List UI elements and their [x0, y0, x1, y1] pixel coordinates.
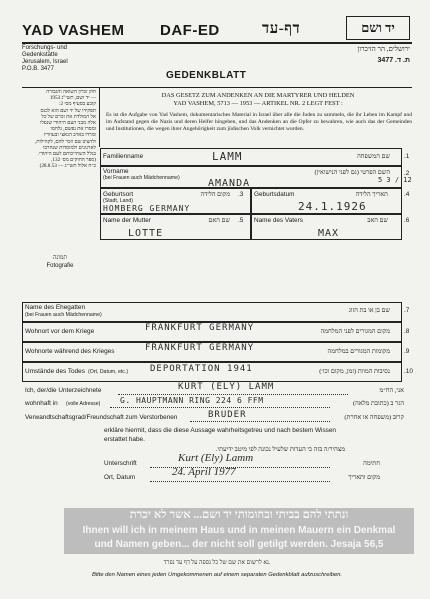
- vorname-label: Vorname: [103, 168, 129, 175]
- mutter-value[interactable]: LOTTE: [128, 228, 164, 239]
- wohnorte-waehrend-value[interactable]: FRANKFURT GERMANY: [145, 343, 255, 353]
- footer-hebrew: נא לרשום את שם של כל נספה על דף עד נפרד.: [163, 560, 271, 566]
- wohnhaft-label: wohnhaft in: [25, 400, 58, 407]
- wohnorte-waehrend-label: Wohnorte während des Krieges: [25, 348, 115, 355]
- geburtsort-label: Geburtsort: [103, 191, 134, 198]
- wohnhaft-hebrew: הגר ב (כתובת מלאה): [353, 400, 404, 407]
- wohnhaft-value[interactable]: G. HAUPTMANN RING 224 6 FFM: [120, 396, 264, 405]
- field-9-num: .9: [404, 348, 410, 355]
- erklaere-hebrew: מצהיר/ה בזה כי העדות שלעיל נכונה לפי מיטב ידיעתי.: [215, 446, 345, 453]
- wohnort-vor-hebrew: מקום המגורים לפני המלחמה: [320, 328, 390, 335]
- field-10-num: .10: [404, 368, 413, 375]
- photo-label-hebrew: תמונה: [52, 255, 68, 261]
- field-2-num: .2: [404, 170, 410, 177]
- mutter-hebrew: שם האם: [208, 217, 230, 224]
- law-body: Es ist die Aufgabe von Yad Vashem, dokumentarisches Material in Israel über alle die Juden zu sammeln, die ihr Leben im Kampf und im Aufstand gegen die Nazis und deren Helfer hingeben, und das Andenken an die Opfer zu bewahren, wie auch das der Gemeinden und Institutionen, die wegen ihrer Angehörigkeit zum jüdischen Volk vernichtet wurden.: [106, 112, 412, 132]
- ich-value[interactable]: KURT (ELY) LAMM: [178, 382, 275, 392]
- erklaere-text: erkläre hiermit, dass die diese Aussage wahrheitsgetreu und nach bestem Wissen erstattet habe.: [104, 427, 336, 443]
- vater-hebrew: שם האב: [367, 217, 388, 224]
- margin-handwriting: 5 3 / 12: [378, 176, 412, 184]
- unterschrift-label: Unterschrift: [104, 460, 137, 467]
- daf-ed-hebrew-title: דף-עד: [262, 21, 301, 37]
- wohnort-vor-label: Wohnort vor dem Kriege: [25, 328, 95, 335]
- ehegatte-hebrew: שם בן או בת הזוג: [348, 307, 390, 314]
- geburtsdatum-label: Geburtsdatum: [254, 191, 295, 198]
- mutter-label: Name der Mutter: [103, 217, 151, 224]
- field-5-num: .5: [238, 217, 244, 224]
- photo-label: Fotografie: [46, 263, 74, 269]
- verse-hebrew: ונתתי להם בביתי ובחומותי יד ושם... אשר לא יכרת: [129, 509, 349, 521]
- law-hebrew-text: חוק זכרון השואה והגבורה — יד ושם, תשי"ג 1953 קובע בסעיף מס׳ 2: תפקידו של יד ושם הוא לכנס אל המולדת את זכרם של כל אלה מבני העם היהודי שנפלו ומסרו את נפשם, נלחמו ומרדו באויב הנאצי ובעוזריו ולהציב שם וזכר להם, לקהילות, לארגונים ולמוסדות שנחרבו בגלל השתייכותם לעם היהודי. (ספר החוקים מס׳ 132, כ״ח אלול תשי״ג — 28.8.53): [35, 89, 96, 170]
- gedenkblatt-title: GEDENKBLATT: [166, 70, 247, 81]
- ehegatte-sublabel: (bei Frauen auch Mädchenname): [25, 312, 102, 318]
- law-heading: DAS GESETZ ZUM ANDENKEN AN DIE MARTYRER UND HELDEN YAD VASHEM, 5713 — 1953 — ARTIKEL NR. 2 LEGT FEST :: [161, 92, 355, 107]
- unterschrift-value[interactable]: Kurt (Ely) Lamm: [178, 452, 254, 464]
- verse-german-1: Ihnen will ich in meinem Haus und in meinen Mauern ein Denkmal: [82, 525, 396, 536]
- familienname-value[interactable]: LAMM: [212, 150, 243, 163]
- wohnhaft-sublabel: (volle Adresse): [66, 401, 101, 407]
- daf-ed-title: DAF-ED: [160, 22, 220, 39]
- yad-vashem-logo: יד ושם: [346, 16, 410, 40]
- jerusalem-hebrew: ירושלים, הר הזיכרון: [357, 45, 410, 53]
- ani-hebrew: אני, הח״מ: [379, 387, 404, 394]
- field-7-num: .7: [404, 307, 410, 314]
- verwandt-label: Verwandtschaftsgrad/Freundschaft zum Verstorbenen: [25, 414, 178, 421]
- datum-label: Ort, Datum: [104, 474, 136, 481]
- umstaende-hebrew: נסיבות המוות (זמן, מקום וכו׳): [319, 368, 390, 375]
- wohnorte-waehrend-hebrew: מקומות המגורים במלחמה: [327, 348, 390, 355]
- datum-hebrew: מקום ותאריך: [348, 474, 380, 481]
- title-rule: [22, 87, 412, 88]
- field-8-num: .8: [404, 328, 410, 335]
- umstaende-label: Umstände des Todes: [25, 368, 85, 375]
- field-4-num: .4: [404, 191, 410, 198]
- geburtsort-hebrew: מקום הלידה: [200, 191, 230, 198]
- address-block: Forschungs- und Gedenkstätte Jerusalem, Israel P.O.B. 3477: [22, 45, 68, 72]
- geburtsort-sublabel: (Stadt, Land): [103, 198, 133, 204]
- ehegatte-label: Name des Ehegatten: [25, 304, 86, 311]
- verwandt-hebrew: קרוב (משפחה או אחרת): [344, 414, 404, 421]
- vorname-sublabel: (bei Frauen auch Mädchenname): [103, 175, 180, 181]
- verse-german-2: und Namen geben... der nicht soll getilgt werden. Jesaja 56,5: [94, 539, 384, 550]
- umstaende-value[interactable]: DEPORTATION 1941: [150, 364, 253, 374]
- field-3-num: .3: [238, 191, 244, 198]
- geburtsort-value[interactable]: HOMBERG GERMANY: [103, 204, 191, 213]
- header-rule: [22, 42, 412, 44]
- datum-value[interactable]: 24. April 1977: [172, 466, 236, 478]
- ich-label: Ich, der/die Unterzeichnete: [25, 387, 102, 394]
- field-1-num: .1: [404, 153, 410, 160]
- pobox-hebrew: ת. ד. 3477: [377, 57, 410, 64]
- wohnort-vor-value[interactable]: FRANKFURT GERMANY: [145, 323, 255, 333]
- field-6-num: .6: [404, 217, 410, 224]
- yad-vashem-title: YAD VASHEM: [22, 22, 125, 39]
- footer-german: Bitte den Namen eines jeden Umgekommenen auf einem separaten Gedenkblatt aufzuschreiben.: [91, 572, 343, 578]
- hatima-hebrew: חתימה: [363, 460, 380, 467]
- familienname-label: Familienname: [103, 153, 144, 160]
- umstaende-sublabel: (Ort, Datum, etc.): [88, 369, 129, 375]
- vorname-hebrew: השם הפרטי (גם לפני הנישואין): [314, 169, 390, 176]
- geburtsdatum-hebrew: תאריך הלידה: [355, 191, 388, 198]
- vater-label: Name des Vaters: [254, 217, 303, 224]
- vorname-value[interactable]: AMANDA: [208, 178, 251, 189]
- familienname-hebrew: שם המשפחה: [357, 153, 390, 160]
- geburtsdatum-value[interactable]: 24.1.1926: [298, 200, 367, 213]
- verwandt-value[interactable]: BRUDER: [208, 410, 247, 420]
- vater-value[interactable]: MAX: [318, 228, 340, 239]
- isaiah-verse-stamp: [64, 508, 414, 554]
